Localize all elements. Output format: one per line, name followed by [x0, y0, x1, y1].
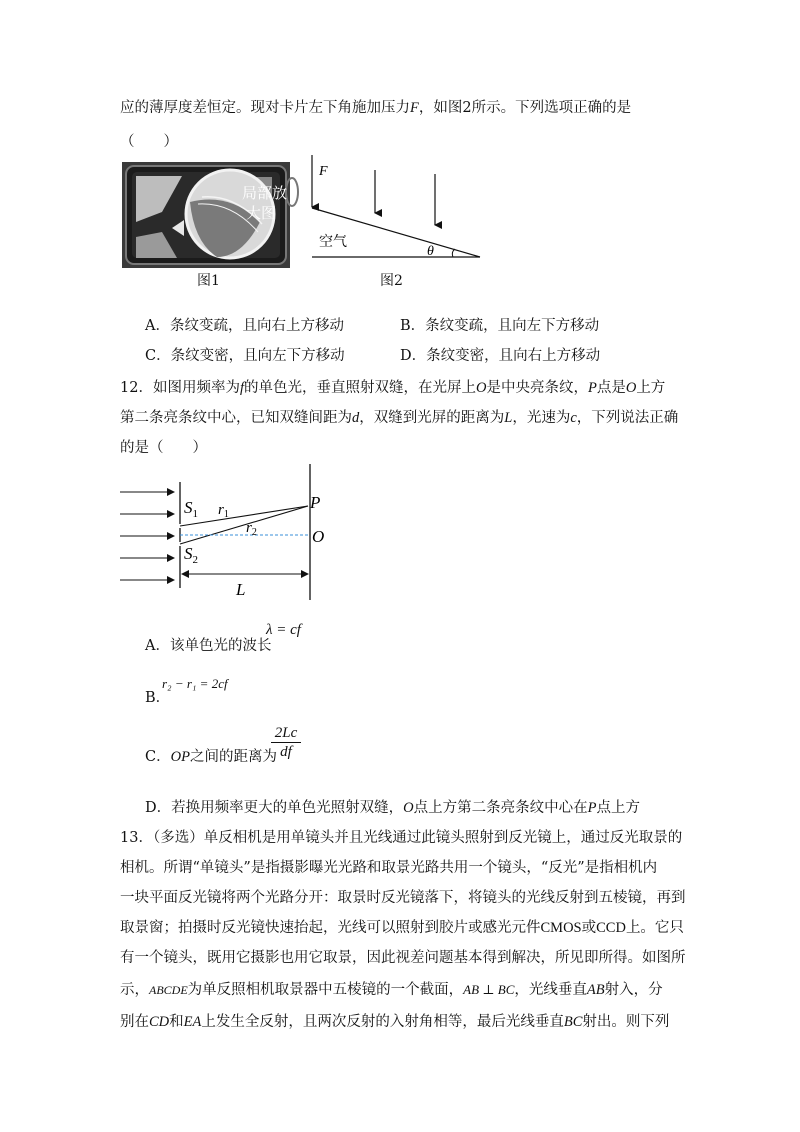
- q13-line3: 一块平面反光镜将两个光路分开：取景时反光镜落下，将镜头的光线反射到五棱镜，再到: [120, 890, 686, 906]
- q13-line5: 有一个镜头，既用它摄影也用它取景，因此视差问题基本得到解决，所见即所得。如图所: [120, 950, 686, 966]
- double-slit-figure: [118, 462, 338, 602]
- figure-2-caption: 图2: [380, 273, 403, 289]
- card-photo: [122, 162, 302, 268]
- figure-1-caption: 图1: [197, 273, 220, 289]
- r1-label: $r_1$: [218, 502, 229, 520]
- q11-answer-paren: （ ）: [120, 134, 178, 150]
- o-label: O: [312, 527, 325, 546]
- l-label: L: [236, 580, 246, 599]
- fraction-numerator: 2Lc: [271, 724, 301, 743]
- ray-r1: [180, 506, 308, 526]
- q13-line4: 取景窗；拍摄时反光镜快速抬起，光线可以照射到胶片或感光元件CMOS或CCD上。它只: [120, 920, 684, 936]
- q12-option-c: C．OP之间的距离为: [145, 749, 277, 765]
- fraction-denominator: df: [280, 744, 292, 760]
- q12-option-b-formula: r₂ − r₁ = 2cf: [162, 676, 228, 691]
- r2-label: $r_2$: [246, 520, 257, 538]
- magnifier-label-1: 局部放: [242, 186, 288, 202]
- q12-option-d: D．若换用频率更大的单色光照射双缝，O点上方第二条亮条纹中心在P点上方: [145, 800, 640, 816]
- q11-option-d: D．条纹变密，且向右上方移动: [400, 348, 601, 364]
- q12-option-a-formula: λ = cf: [266, 622, 301, 638]
- figure-2-wedge: [305, 150, 495, 270]
- s2-label: $S_2$: [184, 544, 198, 566]
- q13-line6: 示，ABCDE为单反照相机取景器中五棱镜的一个截面，AB ⊥ BC，光线垂直AB射入，分: [120, 982, 663, 998]
- q13-line7: 别在CD和EA上发生全反射，且两次反射的入射角相等，最后光线垂直BC射出。则下列: [120, 1014, 670, 1030]
- figure-1: [122, 162, 292, 268]
- magnifier-label-2: 大图: [246, 206, 277, 222]
- q11-line1: 应的薄厚度差恒定。现对卡片左下角施加压力F，如图2所示。下列选项正确的是: [120, 100, 632, 116]
- ray-r2: [180, 506, 308, 544]
- q12-option-a: A．该单色光的波长: [145, 638, 272, 654]
- q13-line2: 相机。所谓“单镜头”是指摄影曝光光路和取景光路共用一个镜头，“反光”是指相机内: [120, 860, 658, 876]
- air-label: 空气: [319, 234, 347, 250]
- q12-line2: 第二条亮条纹中心，已知双缝间距为d，双缝到光屏的距离为L，光速为c，下列说法正确: [120, 410, 679, 426]
- q11-option-b: B．条纹变疏，且向左下方移动: [400, 318, 600, 334]
- q11-option-c: C．条纹变密，且向左下方移动: [145, 348, 345, 364]
- q12-line1: 12．如图用频率为f的单色光，垂直照射双缝，在光屏上O是中央亮条纹，P点是O上方: [120, 380, 666, 396]
- force-label: F: [319, 164, 328, 179]
- q13-line1: 13．（多选）单反相机是用单镜头并且光线通过此镜头照射到反光镜上，通过反光取景的: [120, 830, 683, 846]
- p-label: P: [310, 493, 321, 512]
- q12-option-c-fraction: [271, 724, 301, 761]
- q12-line3: 的是（ ）: [120, 440, 207, 456]
- s1-label: $S_1$: [184, 498, 198, 520]
- q12-option-b-label: B．: [145, 690, 171, 706]
- q11-option-a: A．条纹变疏，且向右上方移动: [145, 318, 344, 334]
- theta-label: θ: [427, 244, 434, 259]
